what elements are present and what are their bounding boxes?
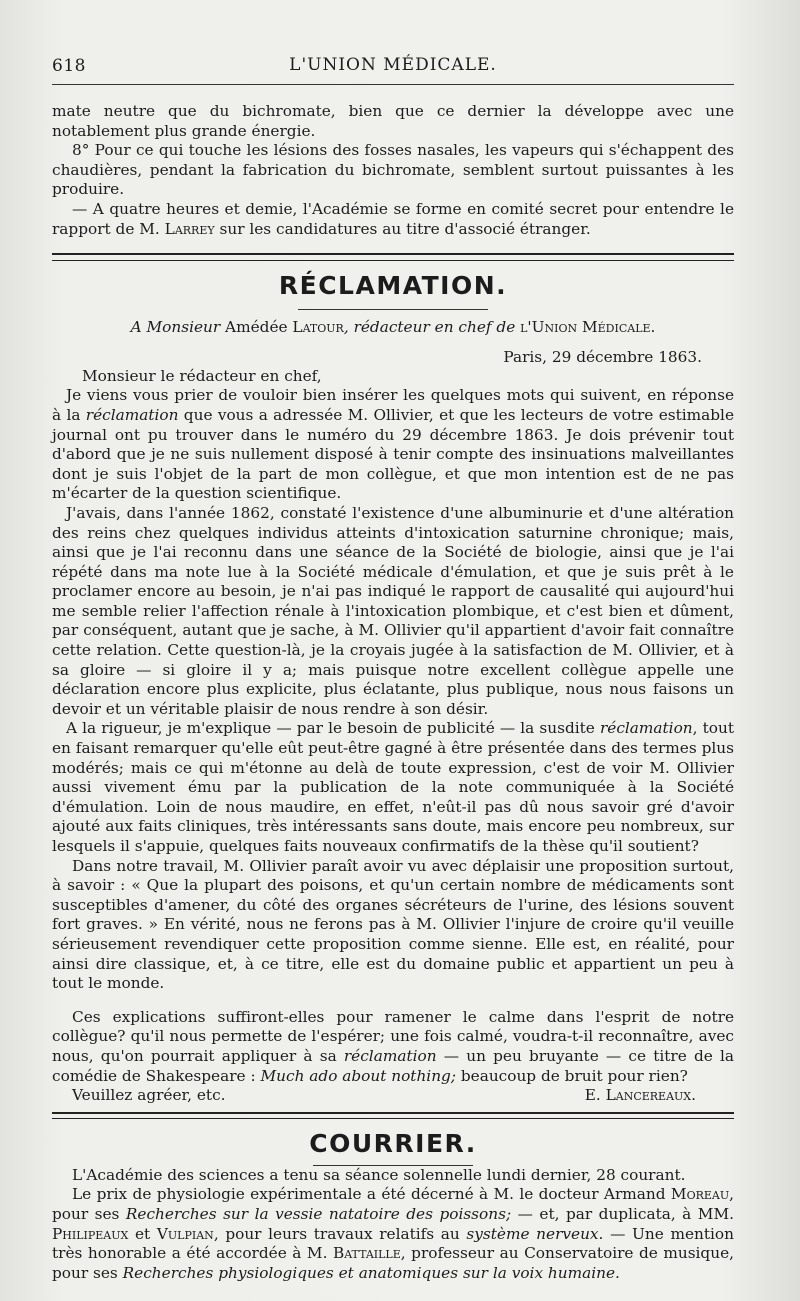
paragraph: mate neutre que du bichromate, bien que ce dernier la développe avec une notablement plus grande énergie. <box>52 102 734 140</box>
section-title-courrier: COURRIER. <box>309 1128 477 1158</box>
paragraph: A la rigueur, je m'explique — par le besoin de publicité — la susdite réclamation, tout en faisant remarquer qu'elle eût peut-être gagné à être présentée dans des termes plus modérés; mais ce qui m'étonne au delà de toute expression, c'est de voir M. Ollivier aussi vivement ému par la publication de la note communiquée à la Société d'émulation. Loin de nous maudire, en effet, n'eût-il pas dû nous savoir gré d'avoir ajouté aux faits cliniques, très intéressants sans doute, mais encore peu nombreux, sur lesquels il s'appuie, quelques faits nouveaux confirmatifs de la thèse qu'il soutient? <box>52 719 734 855</box>
previous-article-ending <box>52 102 734 239</box>
paragraph: Ces explications suffiront-elles pour ramener le calme dans l'esprit de notre collègue? qu'il nous permette de l'espérer; une fois calmé, voudra-t-il reconnaître, avec nous, qu'on pourrait appliquer à sa réclamation — un peu bruyante — ce titre de la comédie de Shakespeare : Much ado about nothing; beaucoup de bruit pour rien? <box>52 1007 734 1085</box>
paragraph: 8° Pour ce qui touche les lésions des fosses nasales, les vapeurs qui s'échappent des chaudières, pendant la fabrication du bichromate, semblent surtout puissantes à les produire. <box>52 141 734 199</box>
paragraph: Dans notre travail, M. Ollivier paraît avoir vu avec déplaisir une proposition surtout, à savoir : « Que la plupart des poisons, et qu'un certain nombre de médicaments sont susceptibles d'amener, du côté des organes sécréteurs de l'urine, des lésions souvent fort graves. » En vérité, nous ne ferons pas à M. Ollivier l'injure de croire qu'il veuille sérieusement revendiquer cette proposition comme sienne. Elle est, en réalité, pour ainsi dire classique, et, à ce titre, elle est du domaine public et appartient un peu à tout le monde. <box>52 856 734 993</box>
page-number: 618 <box>52 56 86 76</box>
signature: E. Lancereaux. <box>584 1086 696 1105</box>
journal-title: L'UNION MÉDICALE. <box>289 55 497 75</box>
section-title-reclamation: RÉCLAMATION. <box>278 271 508 301</box>
page-content <box>52 0 734 1283</box>
section-divider <box>52 253 734 261</box>
letter-salutation: Monsieur le rédacteur en chef, <box>82 366 322 385</box>
paragraph: Le prix de physiologie expérimentale a été décerné à M. le docteur Armand Moreau, pour ses Recherches sur la vessie natatoire des poissons; — et, par duplicata, à MM. Philipeaux et Vulpian, pour leurs travaux relatifs au système nerveux. — Une mention très honorable a été accordée à M. Battaille, professeur au Conservatoire de musique, pour ses Recherches physiologiques et anatomiques sur la voix humaine. <box>52 1185 734 1282</box>
person-name: Larrey <box>164 219 215 238</box>
paragraph: Je viens vous prier de vouloir bien insérer les quelques mots qui suivent, en réponse à la réclamation que vous a adressée M. Ollivier, et que les lecteurs de votre estimable journal ont pu trouver dans le numéro du 29 décembre 1863. Je dois prévenir tout d'abord que je ne suis nullement disposé à tenir compte des insinuations malveillantes dont je suis l'objet de la part de mon collègue, et que mon intention est de ne pas m'écarter de la question scientifique. <box>52 386 734 503</box>
letter-dateline: Paris, 29 décembre 1863. <box>503 347 702 366</box>
paragraph: L'Académie des sciences a tenu sa séance solennelle lundi dernier, 28 courant. <box>72 1165 686 1184</box>
closing-formula: Veuillez agréer, etc. <box>72 1086 226 1105</box>
paragraph: — A quatre heures et demie, l'Académie se forme en comité secret pour entendre le rapport de M. Larrey sur les candidatures au titre d'associé étranger. <box>52 199 734 238</box>
title-underline <box>298 309 488 310</box>
running-header <box>52 0 734 84</box>
header-rule <box>52 84 734 85</box>
letter-address: A Monsieur Amédée Latour, rédacteur en chef de l'Union Médicale. <box>130 318 656 337</box>
paragraph: J'avais, dans l'année 1862, constaté l'existence d'une albuminurie et d'une altération des reins chez quelques individus atteints d'intoxication saturnine chronique; mais, ainsi que je l'ai reconnu dans une séance de la Société de biologie, ainsi que je l'ai répété dans ma note lue à la Société médicale d'émulation, et que je suis prêt à le proclamer encore au besoin, je n'ai pas indiqué le rapport de causalité qui aujourd'hui me semble relier l'affection rénale à l'intoxication plombique, et c'est bien et dûment, par conséquent, autant que je sache, à M. Ollivier qu'il appartient d'avoir fait connaître cette relation. Cette question-là, je la croyais jugée à la satisfaction de M. Ollivier, et à sa gloire — si gloire il y a; mais puisque notre excellent collègue appelle une déclaration encore plus explicite, plus éclatante, plus publique, nous nous faisons un devoir et un véritable plaisir de nous rendre à son désir. <box>52 503 734 718</box>
letter-closing <box>52 1086 734 1106</box>
section-divider <box>52 1112 734 1119</box>
